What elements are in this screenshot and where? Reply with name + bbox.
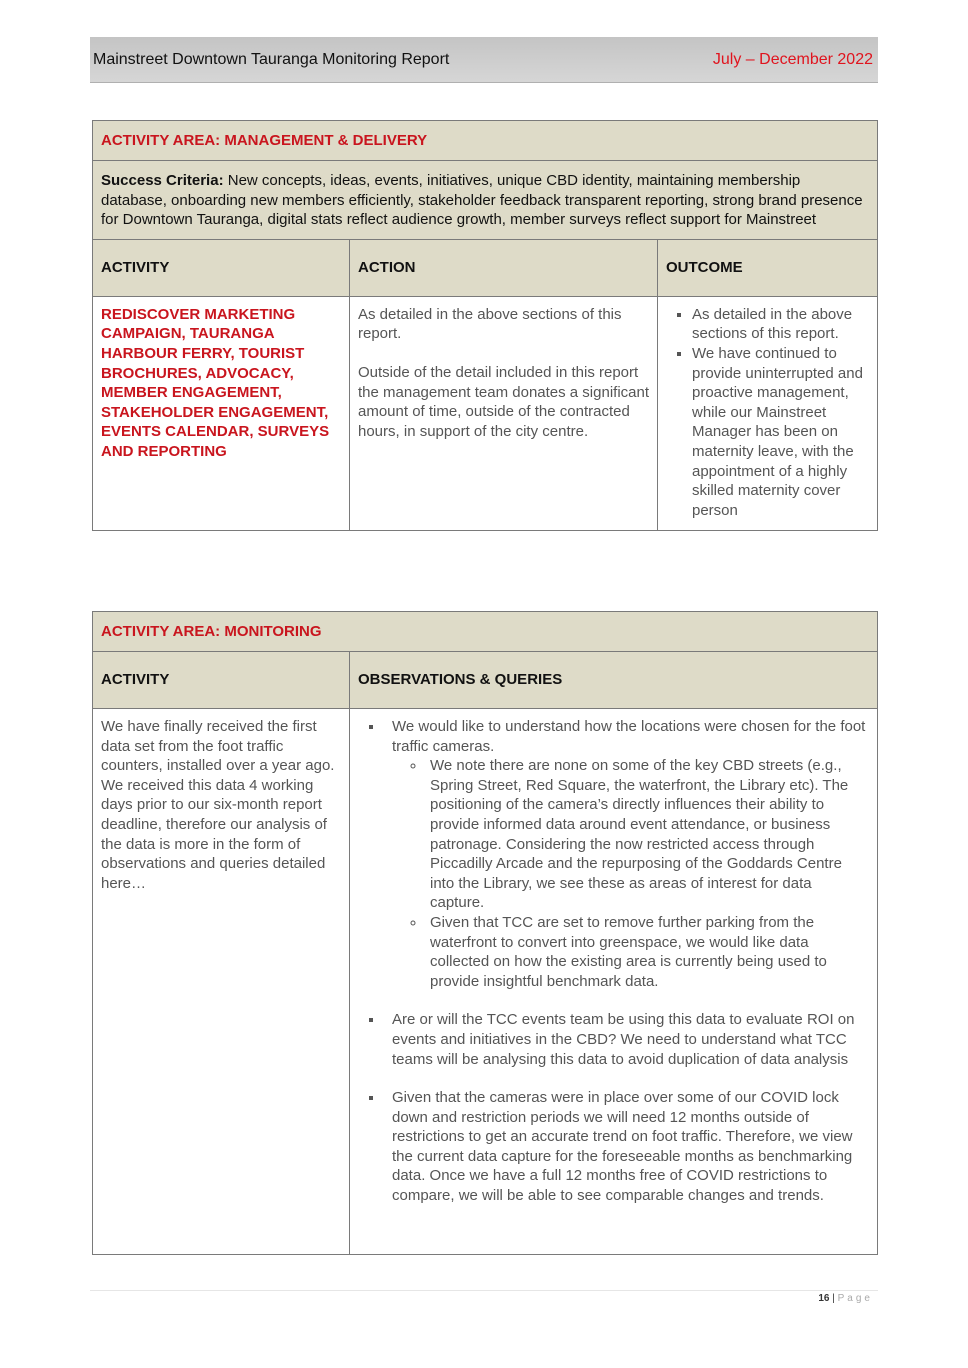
report-period: July – December 2022 xyxy=(712,51,873,68)
outcome-item: ▪ We have continued to provide uninterrupted and proactive management, while our Mainstreet Manager has been on maternity leave, with the appointment of a highly skilled maternity cover person xyxy=(692,344,869,520)
observation-item: ▪ Are or will the TCC events team be using this data to evaluate ROI on events and initiatives in the CBD? We need to understand what TCC teams will be analysing this data to avoid duplication of data analysis xyxy=(384,1010,869,1069)
observation-subitem: ◦ We note there are none on some of the key CBD streets (e.g., Spring Street, Red Square, the waterfront, the Library etc). The positioning of the camera’s directly influences their ability to provide informed data around event attendance, or business patronage. Considering the now restricted access through Piccadilly Arcade and the repurposing of the Goddards Centre into the Library, we see these as areas of interest for data capture. xyxy=(426,756,869,913)
success-criteria-label: Success Criteria: xyxy=(101,172,224,189)
report-title: Mainstreet Downtown Tauranga Monitoring Report xyxy=(93,51,450,68)
monitoring-area-title: ACTIVITY AREA: MONITORING xyxy=(93,612,878,652)
page-number xyxy=(818,1293,873,1304)
col-header-activity: ACTIVITY xyxy=(93,239,350,296)
report-header xyxy=(90,37,878,83)
observation-subitem: ◦ Given that TCC are set to remove further parking from the waterfront to convert into greenspace, we would like data collected on how the existing area is currently being used to provide insightful benchmark data. xyxy=(426,913,869,991)
monitoring-observations-cell xyxy=(350,709,878,1255)
col-header-outcome: OUTCOME xyxy=(658,239,878,296)
monitoring-table xyxy=(92,611,878,1255)
observation-item xyxy=(384,717,869,991)
page-word: Page xyxy=(837,1293,873,1304)
management-action-cell xyxy=(350,296,658,530)
action-paragraph-2: Outside of the detail included in this report the management team donates a significant amount of time, outside of the contracted hours, in support of the city centre. xyxy=(358,363,650,440)
observation-item: ▪ Given that the cameras were in place over some of our COVID lock down and restriction periods we will need 12 months outside of restrictions to get an accurate trend on foot traffic. Therefore, we view the current data capture for the foreseeable months as benchmarking data. Once we have a full 12 months free of COVID restrictions to compare, we will be able to see comparable changes and trends. xyxy=(384,1088,869,1206)
management-activity-cell: REDISCOVER MARKETING CAMPAIGN, TAURANGA HARBOUR FERRY, TOURIST BROCHURES, ADVOCACY, MEMBER ENGAGEMENT, STAKEHOLDER ENGAGEMENT, EVENTS CALENDAR, SURVEYS AND REPORTING xyxy=(93,296,350,530)
page-number-value: 16 xyxy=(818,1293,830,1304)
observation-text: We would like to understand how the locations were chosen for the foot traffic cameras. xyxy=(392,718,866,755)
management-area-title: ACTIVITY AREA: MANAGEMENT & DELIVERY xyxy=(93,121,878,161)
monitoring-activity-cell: We have finally received the first data set from the foot traffic counters, installed over a year ago. We received this data 4 working days prior to our six-month report deadline, therefore our analysis of the data is more in the form of observations and queries detailed here… xyxy=(93,709,350,1255)
footer-rule xyxy=(90,1290,878,1291)
success-criteria-text: New concepts, ideas, events, initiatives, unique CBD identity, maintaining membership database, onboarding new members efficiently, stakeholder feedback transparent reporting, strong brand presence for Downtown Tauranga, digital stats reflect audience growth, member surveys reflect support for Mainstreet xyxy=(101,172,863,229)
col-header-activity: ACTIVITY xyxy=(93,652,350,709)
outcome-item: ▪ As detailed in the above sections of this report. xyxy=(692,305,869,344)
management-delivery-table xyxy=(92,120,878,531)
action-paragraph-1: As detailed in the above sections of this report. xyxy=(358,305,622,343)
page-separator: | xyxy=(829,1293,838,1304)
col-header-action: ACTION xyxy=(350,239,658,296)
management-outcome-cell xyxy=(658,296,878,530)
col-header-observations: OBSERVATIONS & QUERIES xyxy=(350,652,878,709)
success-criteria xyxy=(93,161,878,240)
